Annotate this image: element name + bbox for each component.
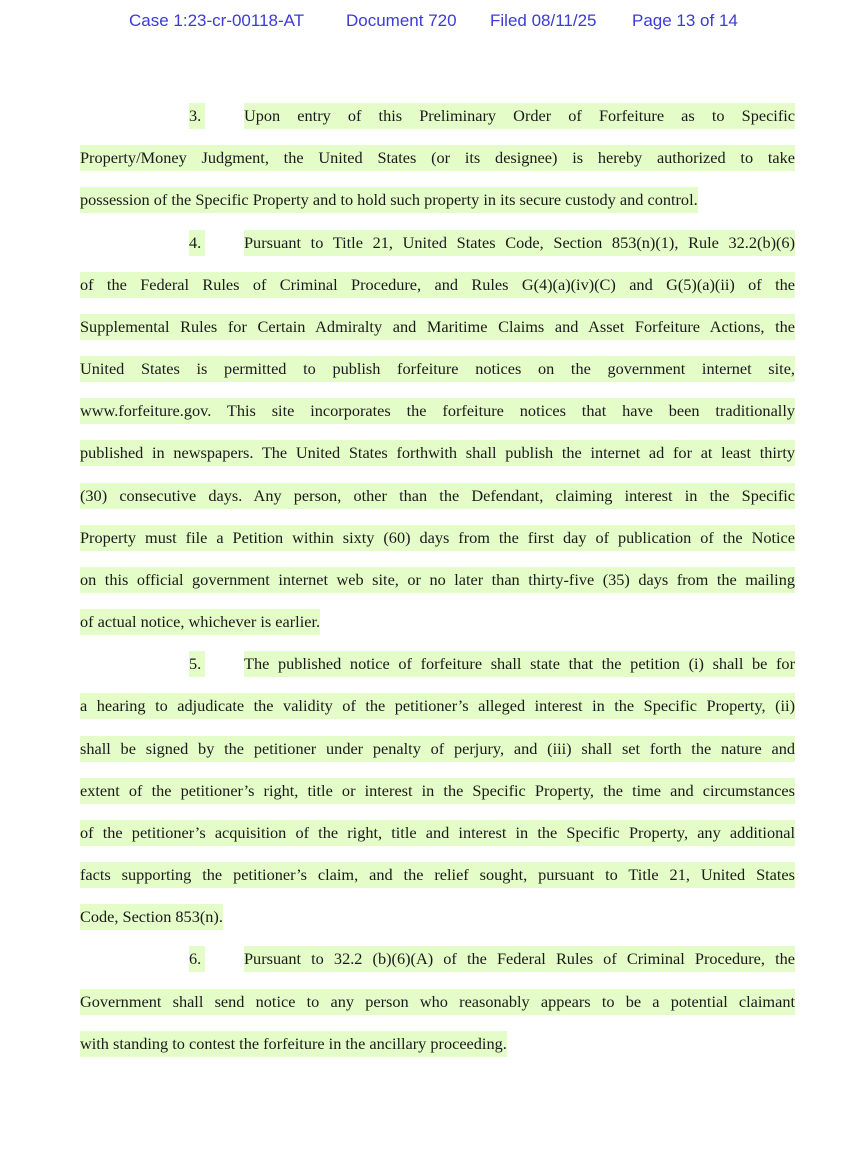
paragraph-line: The published notice of forfeiture shall state that the petition (i) shall be for [244, 651, 795, 677]
paragraph-line: of the Federal Rules of Criminal Procedure, and Rules G(4)(a)(iv)(C) and G(5)(a)(ii) of the [80, 272, 795, 298]
paragraph-line: Supplemental Rules for Certain Admiralty and Maritime Claims and Asset Forfeiture Actions, the [80, 314, 795, 340]
paragraph-line: Code, Section 853(n). [80, 904, 223, 930]
paragraph-line: facts supporting the petitioner’s claim, and the relief sought, pursuant to Title 21, United States [80, 862, 795, 888]
paragraph-line: United States is permitted to publish forfeiture notices on the government internet site, [80, 356, 795, 382]
paragraph-line: published in newspapers. The United States forthwith shall publish the internet ad for at least thirty [80, 440, 795, 466]
paragraph-line: (30) consecutive days. Any person, other than the Defendant, claiming interest in the Specific [80, 483, 795, 509]
paragraph-line: of the petitioner’s acquisition of the right, title and interest in the Specific Property, any additional [80, 820, 795, 846]
filed-date: Filed 08/11/25 [490, 11, 597, 30]
page-header [0, 11, 863, 35]
paragraph-line: with standing to contest the forfeiture in the ancillary proceeding. [80, 1031, 507, 1057]
page-number: Page 13 of 14 [632, 11, 738, 30]
paragraph-line: Property/Money Judgment, the United States (or its designee) is hereby authorized to take [80, 145, 795, 171]
paragraph-line: of actual notice, whichever is earlier. [80, 609, 320, 635]
paragraph-number: 4. [189, 230, 205, 256]
paragraph-number: 5. [189, 651, 205, 677]
case-number: Case 1:23-cr-00118-AT [129, 11, 305, 30]
paragraph-line: possession of the Specific Property and to hold such property in its secure custody and control. [80, 187, 698, 213]
paragraph-line: Pursuant to Title 21, United States Code, Section 853(n)(1), Rule 32.2(b)(6) [244, 230, 795, 256]
paragraph-line: extent of the petitioner’s right, title or interest in the Specific Property, the time and circumstances [80, 778, 795, 804]
paragraph-line: shall be signed by the petitioner under penalty of perjury, and (iii) shall set forth the nature and [80, 736, 795, 762]
paragraph-line: Government shall send notice to any person who reasonably appears to be a potential claimant [80, 989, 795, 1015]
paragraph-line: a hearing to adjudicate the validity of the petitioner’s alleged interest in the Specific Property, (ii) [80, 693, 795, 719]
paragraph-line: on this official government internet web site, or no later than thirty-five (35) days from the mailing [80, 567, 795, 593]
paragraph-line: Pursuant to 32.2 (b)(6)(A) of the Federal Rules of Criminal Procedure, the [244, 946, 795, 972]
paragraph-number: 6. [189, 946, 205, 972]
paragraph-line: Property must file a Petition within sixty (60) days from the first day of publication of the Notice [80, 525, 795, 551]
paragraph-line: Upon entry of this Preliminary Order of Forfeiture as to Specific [244, 103, 795, 129]
document-number: Document 720 [346, 11, 457, 30]
paragraph-line: www.forfeiture.gov. This site incorporates the forfeiture notices that have been traditionally [80, 398, 795, 424]
paragraph-number: 3. [189, 103, 205, 129]
